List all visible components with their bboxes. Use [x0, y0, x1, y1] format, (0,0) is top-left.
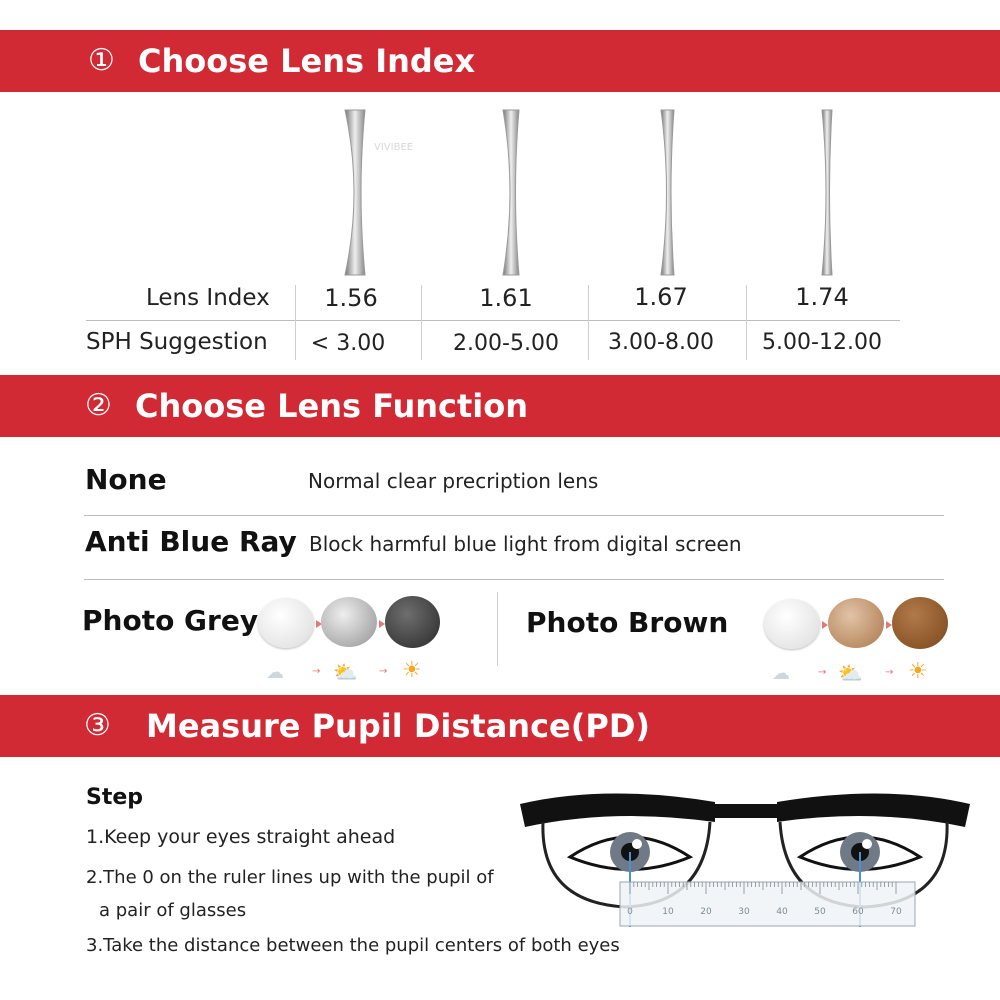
section-banner-pupil-distance	[0, 695, 1000, 757]
ruler-label: 40	[776, 907, 788, 917]
sph-suggestion-label: SPH Suggestion	[86, 329, 268, 355]
function-divider	[84, 579, 944, 580]
step-2: 2.The 0 on the ruler lines up with the pupil of	[86, 867, 494, 888]
ruler-label: 70	[890, 907, 902, 917]
ruler-label: 60	[852, 907, 864, 917]
function-name-none: None	[85, 463, 167, 496]
ruler-label: 30	[738, 907, 750, 917]
photochromic-divider	[497, 592, 498, 666]
sph-value: 3.00-8.00	[608, 330, 714, 355]
sph-value: 2.00-5.00	[453, 331, 559, 356]
table-divider	[746, 285, 747, 360]
ruler-label: 10	[662, 907, 674, 917]
lens-index-value: 1.74	[795, 283, 849, 311]
brown-lens-disc-medium	[828, 598, 884, 648]
function-desc-none: Normal clear precription lens	[308, 469, 599, 493]
table-divider	[295, 285, 296, 360]
grey-lens-disc-medium	[321, 597, 377, 647]
cloud-icon: ☁	[266, 662, 284, 683]
table-divider	[86, 320, 900, 321]
section-banner-lens-index	[0, 30, 1000, 92]
arrow-icon: →	[312, 666, 321, 677]
sun-icon: ☀	[908, 659, 928, 684]
lens-index-value: 1.56	[324, 284, 378, 312]
section-title: Choose Lens Function	[135, 387, 529, 425]
section-title: Measure Pupil Distance(PD)	[146, 707, 650, 745]
section-title: Choose Lens Index	[138, 42, 476, 80]
brown-lens-disc-dark	[892, 597, 948, 649]
glasses-bridge	[710, 804, 782, 818]
table-divider	[588, 285, 589, 360]
lens-index-label: Lens Index	[146, 285, 270, 311]
glasses-frame-right-top	[777, 793, 970, 827]
lens-profile-1-56	[335, 105, 375, 280]
ruler	[620, 882, 915, 926]
cloud-icon: ☁	[772, 663, 790, 684]
lens-profile-1-74	[817, 105, 842, 280]
ruler-label: 50	[814, 907, 826, 917]
ruler-label: 0	[627, 907, 633, 917]
clear-lens-disc	[764, 599, 820, 649]
arrow-icon: →	[818, 667, 827, 678]
step-title: Step	[86, 785, 144, 810]
table-divider	[421, 285, 422, 360]
sun-cloud-icon: ⛅	[838, 661, 863, 685]
section-banner-lens-function	[0, 375, 1000, 437]
section-number: ②	[85, 388, 112, 423]
sph-value: 5.00-12.00	[762, 330, 882, 355]
arrow-icon: →	[885, 667, 894, 678]
step-3: 3.Take the distance between the pupil centers of both eyes	[86, 935, 620, 956]
lens-index-value: 1.67	[634, 283, 688, 311]
ruler-label: 20	[700, 907, 712, 917]
sph-value: < 3.00	[310, 331, 386, 356]
function-desc-anti-blue-ray: Block harmful blue light from digital screen	[309, 532, 742, 556]
lens-profile-1-67	[655, 105, 685, 280]
sun-icon: ☀	[402, 658, 422, 683]
sun-cloud-icon: ⛅	[333, 660, 358, 684]
section-number: ③	[84, 708, 111, 743]
function-name-photo-grey: Photo Grey	[82, 604, 259, 637]
glasses-frame-left-top	[520, 793, 715, 827]
lens-index-value: 1.61	[479, 284, 533, 312]
grey-lens-disc-dark	[385, 596, 440, 648]
step-2-continued: a pair of glasses	[99, 900, 247, 921]
function-divider	[84, 515, 944, 516]
clear-lens-disc	[258, 598, 314, 648]
glasses-ruler-illustration	[515, 782, 975, 942]
step-1: 1.Keep your eyes straight ahead	[86, 826, 396, 848]
watermark: VIVIBEE	[374, 142, 414, 153]
function-name-photo-brown: Photo Brown	[526, 606, 729, 639]
arrow-icon: →	[379, 666, 388, 677]
section-number: ①	[88, 43, 115, 78]
function-name-anti-blue-ray: Anti Blue Ray	[85, 525, 297, 558]
lens-profile-1-61	[495, 105, 530, 280]
